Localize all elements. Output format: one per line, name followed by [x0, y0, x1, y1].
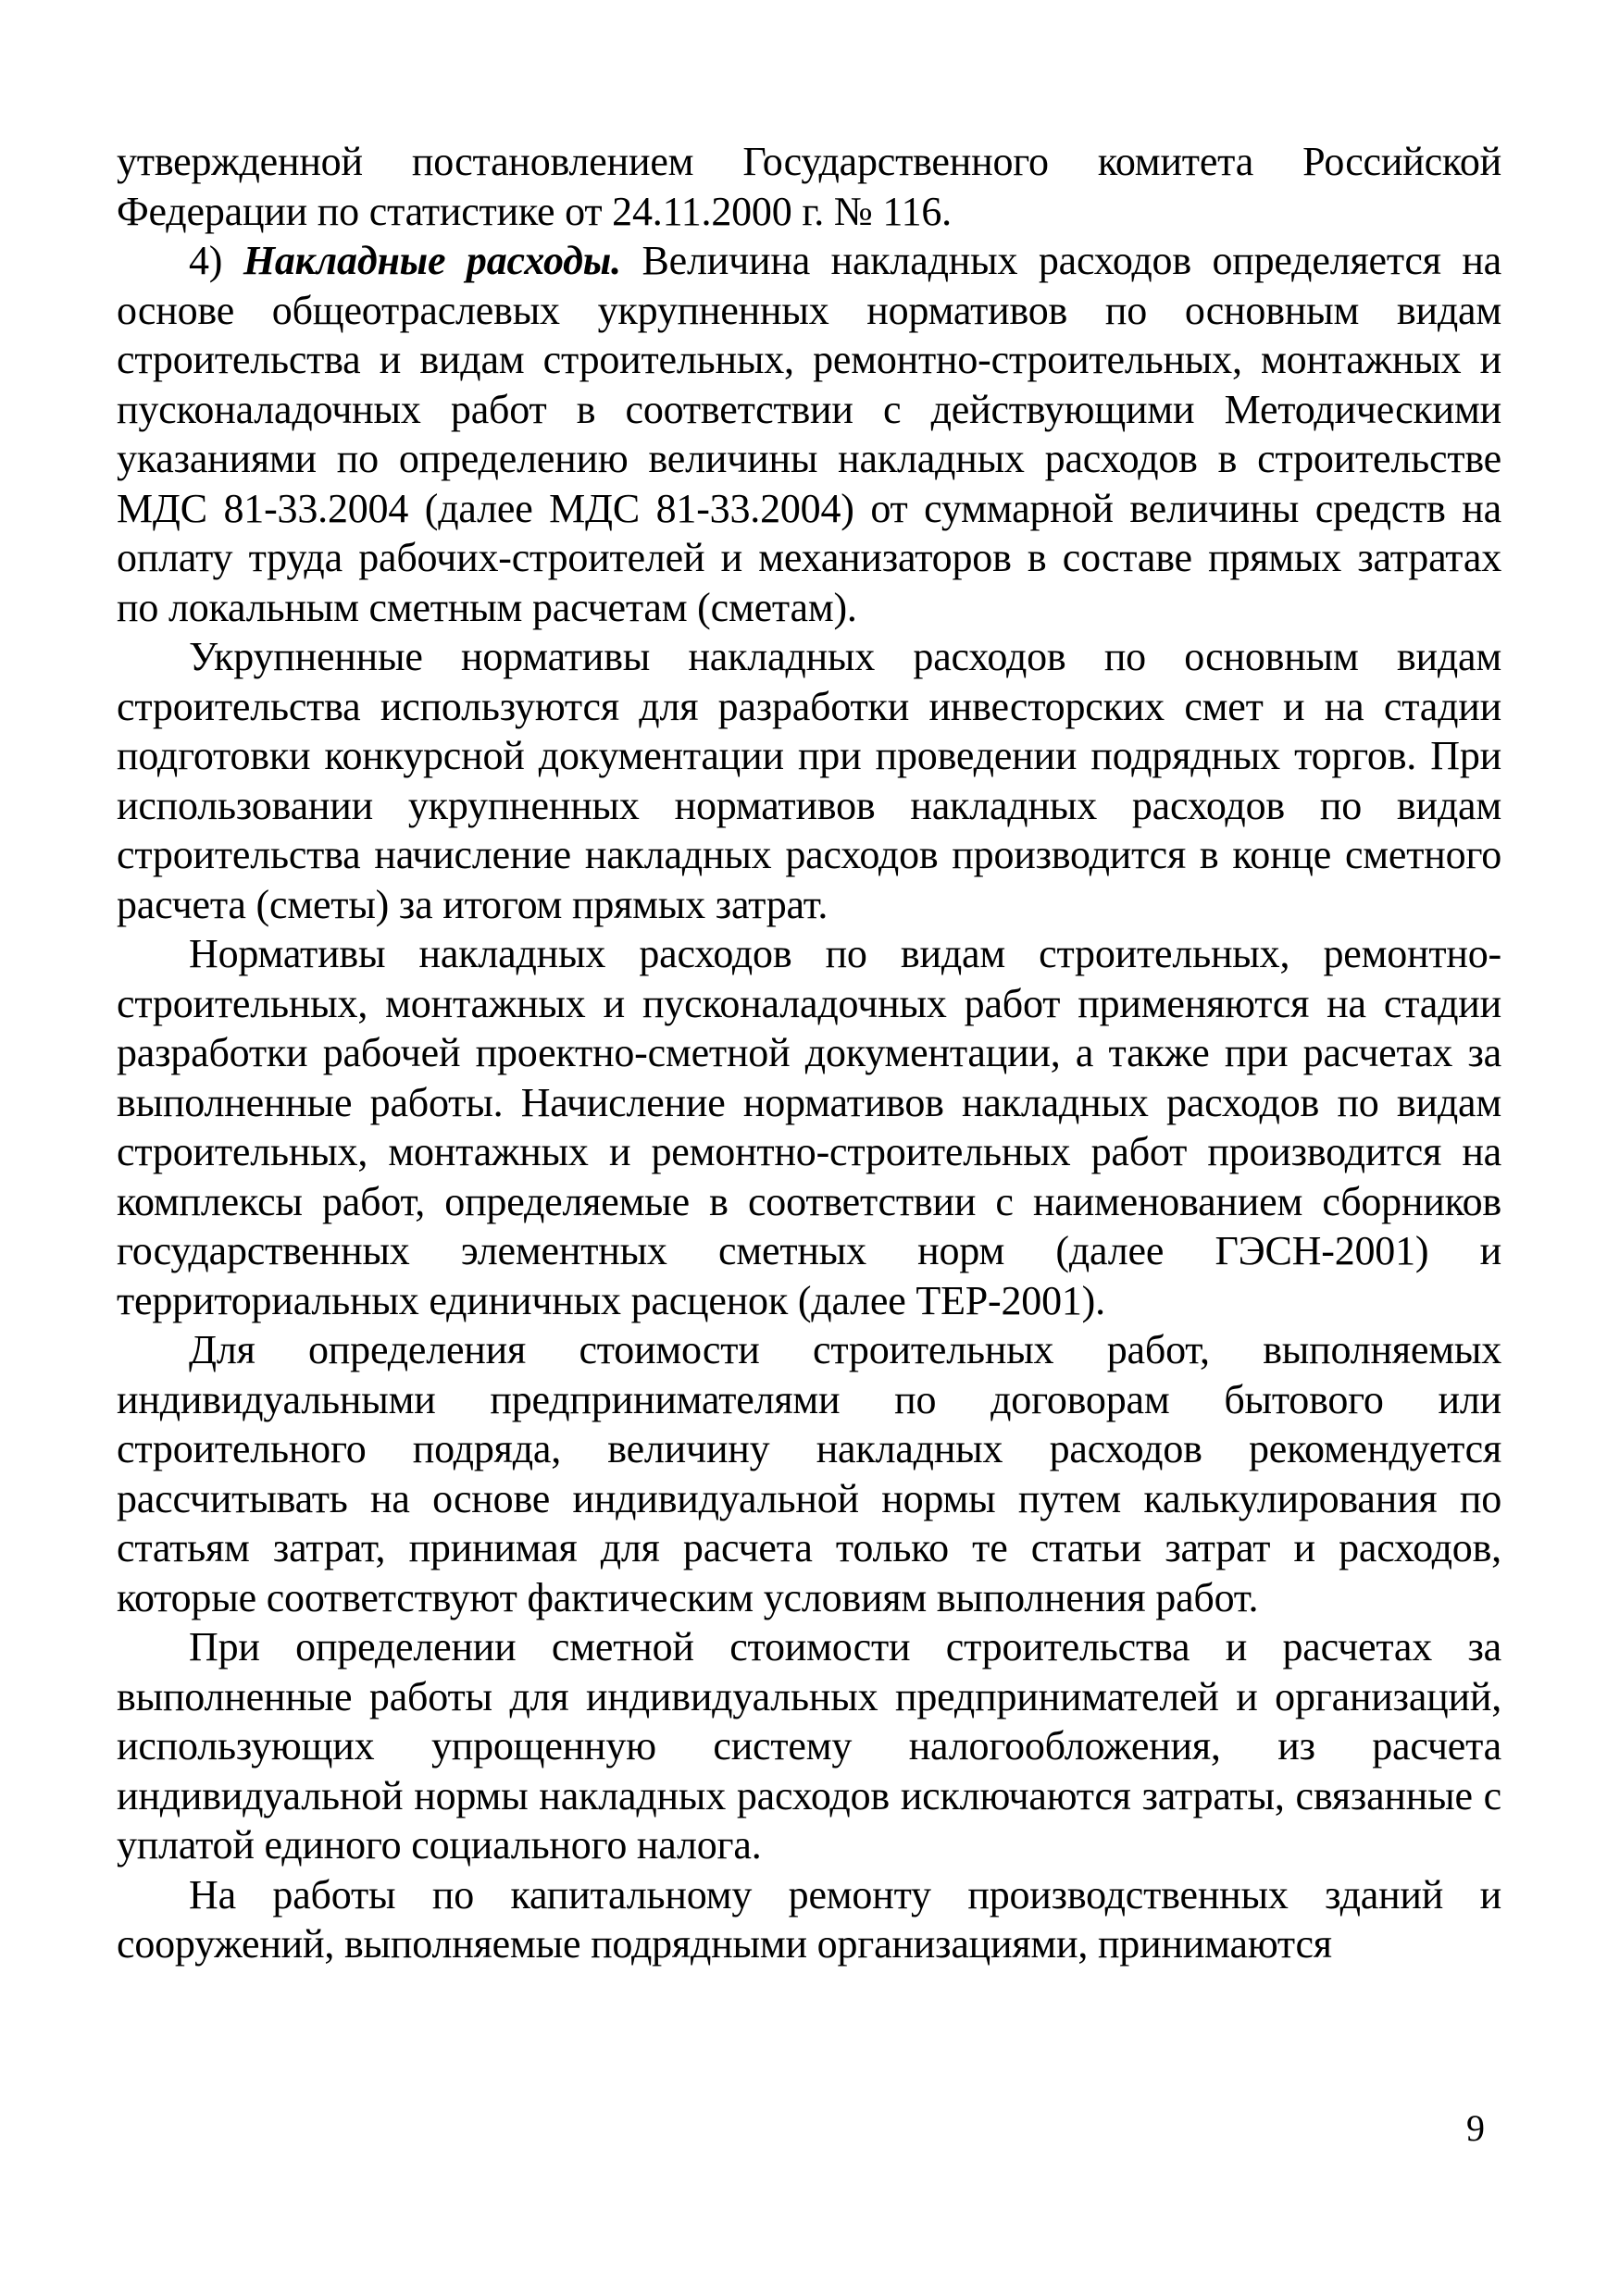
page-number: 9 [1466, 2107, 1485, 2149]
paragraph-enlarged-norms: Укрупненные нормативы накладных расходов по основным видам строительства используются для разработки инвесторских смет и на стадии подготовки конкурсной документации при проведении подрядных торгов. При использовании укрупненных нормативов накладных расходов по видам строительства начисление накладных расходов производится в конце сметного расчета (сметы) за итогом прямых затрат. [117, 634, 1501, 927]
paragraph-simplified-taxation: При определении сметной стоимости строительства и расчетах за выполненные работы для индивидуальных предпринимателей и организаций, использующих упрощенную систему налогообложения, из расчета индивидуальной нормы накладных расходов исключаются затраты, связанные с уплатой единого социального налога. [117, 1624, 1501, 1868]
item-title: Накладные расходы. [243, 238, 621, 283]
paragraph-norms-by-work-type: Нормативы накладных расходов по видам строительных, ремонтно-строительных, монтажных и пусконаладочных работ применяются на стадии разработки рабочей проектно-сметной документации, а также при расчетах за выполненные работы. Начисление нормативов накладных расходов по видам строительных, монтажных и ремонтно-строительных работ производится на комплексы работ, определяемые в соответствии с наименованием сборников государственных элементных сметных норм (далее ГЭСН-2001) и территориальных единичных расценок (далее ТЕР-2001). [117, 931, 1501, 1323]
item-number: 4) [189, 238, 223, 283]
paragraph-capital-repair: На работы по капитальному ремонту производственных зданий и сооружений, выполняемые подрядными организациями, принимаются [117, 1871, 1501, 1967]
paragraph-continuation: утвержденной постановлением Государственного комитета Российской Федерации по статистике от 24.11.2000 г. № 116. [117, 139, 1501, 234]
paragraph-individual-entrepreneurs: Для определения стоимости строительных работ, выполняемых индивидуальными предпринимателями по договорам бытового или строительного подряда, величину накладных расходов рекомендуется рассчитывать на основе индивидуальной нормы путем калькулирования по статьям затрат, принимая для расчета только те статьи затрат и расходов, которые соответствуют фактическим условиям выполнения работ. [117, 1327, 1501, 1620]
paragraph-text: Величина накладных расходов определяется на основе общеотраслевых укрупненных нормативов по основным видам строительства и видам строительных, ремонтно-строительных, монтажных и пусконаладочных работ в соответствии с действующими Методическими указаниями по определению величины накладных расходов в строительстве МДС 81-33.2004 (далее МДС 81-33.2004) от суммарной величины средств на оплату труда рабочих-строителей и механизаторов в составе прямых затратах по локальным сметным расчетам (сметам). [117, 238, 1501, 630]
paragraph-overhead-costs [117, 236, 1501, 632]
document-page [117, 137, 1501, 1969]
